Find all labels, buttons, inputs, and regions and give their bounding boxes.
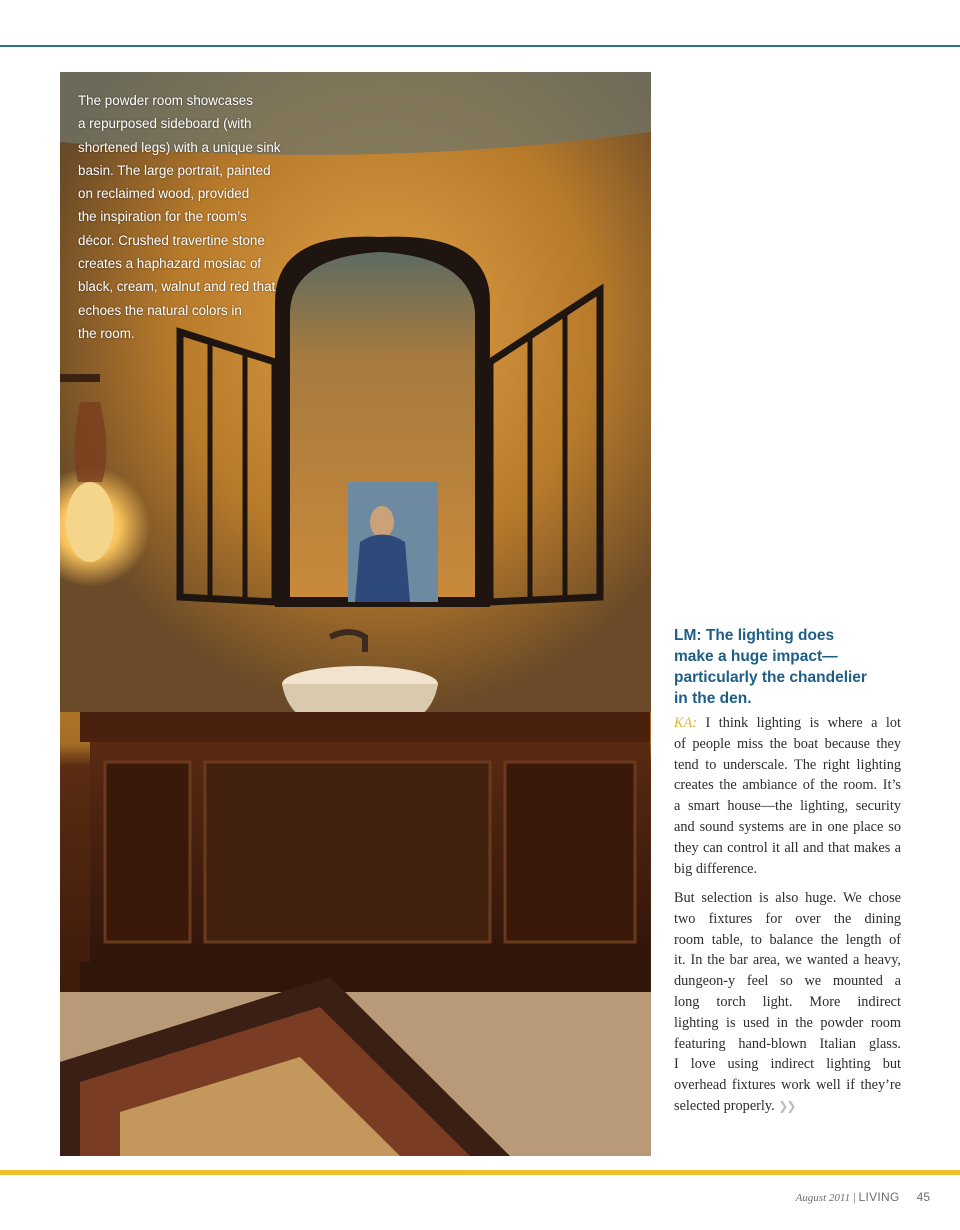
answer-line: creates the ambiance of the room. It’s [674,777,901,794]
question-line: particularly the chandelier [674,669,867,686]
folio-separator: | [853,1190,856,1204]
answer-last-line [674,1096,901,1117]
page-number: 45 [916,1190,930,1204]
photo-caption [78,89,288,345]
answer-line: lighting is used in the powder room [674,1014,901,1031]
continue-chevron-icon: ❯❯ [778,1098,795,1113]
answer-line: of people miss the boat because they [674,735,901,752]
caption-line: black, cream, walnut and red that [78,279,276,295]
question-line: in the den. [674,690,752,707]
section-name: LIVING [858,1190,900,1204]
answer-line: long torch light. More indirect [674,993,901,1010]
answer-line: dungeon-y feel so we mounted a [674,973,901,990]
caption-line: creates a haphazard mosiac of [78,256,262,272]
answer-line: two fixtures for over the dining [674,910,901,927]
answer-line: selected properly. [674,1097,775,1114]
answer-line: overhead fixtures work well if they’re [674,1077,901,1094]
caption-line: shortened legs) with a unique sink [78,139,281,155]
question-line: make a huge impact— [674,648,838,665]
question-heading [674,625,914,709]
answer-line: But selection is also huge. We chose [674,890,901,906]
answer-line: big difference. [674,860,758,877]
question-line: LM: The lighting does [674,627,835,644]
answer-line: a smart house—the lighting, security [674,798,901,815]
caption-line: the room. [78,325,135,341]
answer-line: and sound systems are in one place so [674,818,901,835]
answer-line: they can control it all and that makes a [674,839,901,856]
caption-line: echoes the natural colors in [78,302,242,318]
page-folio [796,1190,930,1205]
caption-line: décor. Crushed travertine stone [78,232,265,248]
answer-line: I love using indirect lighting but [674,1056,901,1073]
caption-line: The powder room showcases [78,93,253,108]
answer-first-line [674,713,901,734]
answer-line: room table, to balance the length of [674,931,901,948]
top-rule [0,45,960,47]
answer-line: tend to underscale. The right lighting [674,756,901,773]
answer-line: it. In the bar area, we wanted a heavy, [674,952,901,969]
caption-line: a repurposed sideboard (with [78,116,252,132]
bottom-rule [0,1170,960,1175]
caption-line: the inspiration for the room’s [78,209,247,225]
powder-room-photo [60,72,651,1156]
answer-line: featuring hand-blown Italian glass. [674,1035,901,1052]
issue-date: August 2011 [795,1192,851,1204]
speaker-label: KA: [674,715,698,731]
answer-line: I think lighting is where a lot [705,715,902,731]
answer-paragraph-1 [674,713,901,879]
answer-paragraph-2 [674,888,901,1117]
caption-line: on reclaimed wood, provided [78,186,250,202]
caption-line: basin. The large portrait, painted [78,162,271,178]
